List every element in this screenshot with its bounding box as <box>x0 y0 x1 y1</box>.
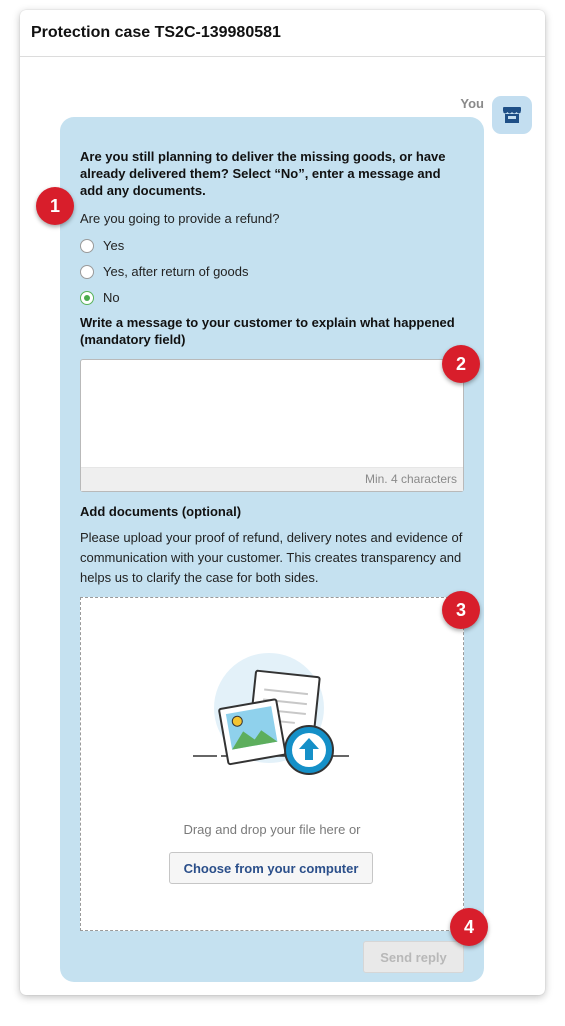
radio-yes-after-return[interactable] <box>80 265 94 279</box>
documents-description: Please upload your proof of refund, delivery notes and evidence of communication with your customer. This creates transparency and helps us to clarify the case for both sides. <box>80 530 463 585</box>
option-yes-after-return[interactable] <box>80 264 249 279</box>
page-title: Protection case TS2C-139980581 <box>20 10 545 57</box>
drop-text: Drag and drop your file here or <box>183 822 361 837</box>
option-label: Yes <box>103 238 125 253</box>
option-label: No <box>103 290 120 305</box>
radio-yes[interactable] <box>80 239 94 253</box>
refund-question: Are you going to provide a refund? <box>80 211 280 226</box>
upload-illustration-icon <box>191 652 351 782</box>
message-hint: Min. 4 characters <box>81 467 463 491</box>
message-box[interactable] <box>80 359 464 492</box>
annotation-badge-3: 3 <box>442 591 480 629</box>
annotation-badge-2: 2 <box>442 345 480 383</box>
option-label: Yes, after return of goods <box>103 264 249 279</box>
documents-label: Add documents (optional) <box>80 504 242 519</box>
sender-label: You <box>460 96 484 111</box>
choose-file-button[interactable]: Choose from your computer <box>169 852 373 884</box>
message-label: Write a message to your customer to explain what happened (mandatory field) <box>80 315 455 347</box>
case-card <box>20 10 545 995</box>
annotation-badge-4: 4 <box>450 908 488 946</box>
message-bubble <box>60 117 484 982</box>
option-yes[interactable] <box>80 238 124 253</box>
question-text: Are you still planning to deliver the missing goods, or have already delivered them? Select “No”, enter a message and add any documents. <box>80 149 446 198</box>
radio-no[interactable] <box>80 291 94 305</box>
message-input[interactable] <box>81 360 463 467</box>
shop-icon <box>502 106 522 124</box>
annotation-badge-1: 1 <box>36 187 74 225</box>
avatar <box>492 96 532 134</box>
send-reply-button[interactable]: Send reply <box>363 941 464 973</box>
file-dropzone[interactable] <box>80 597 464 931</box>
option-no[interactable] <box>80 290 120 305</box>
